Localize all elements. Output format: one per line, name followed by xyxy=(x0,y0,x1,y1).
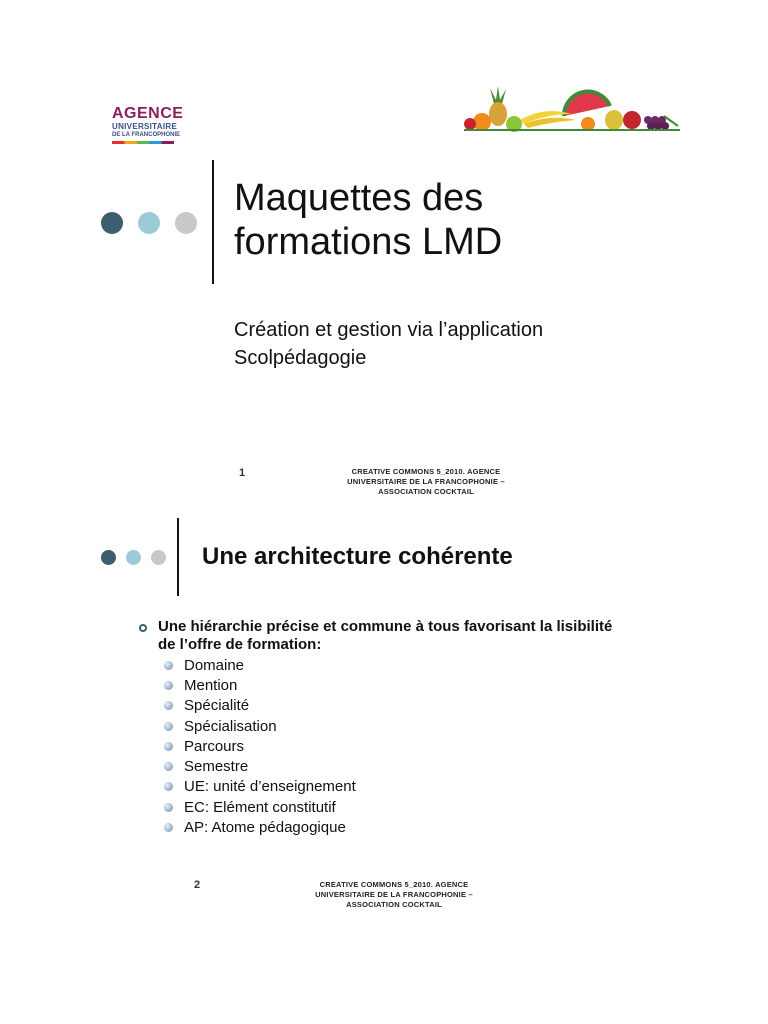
round-bullet-icon xyxy=(164,762,173,771)
round-bullet-icon xyxy=(164,661,173,670)
footer-line: UNIVERSITAIRE DE LA FRANCOPHONIE – xyxy=(315,890,473,899)
list-item xyxy=(164,797,356,817)
round-bullet-icon xyxy=(164,742,173,751)
slide1-title xyxy=(234,176,502,264)
slide1-page-number: 1 xyxy=(239,467,246,479)
logo-color-bar xyxy=(112,141,174,144)
list-item-label: Domaine xyxy=(184,656,245,674)
decorative-dot-dark xyxy=(101,550,116,565)
footer-line: CREATIVE COMMONS 5_2010. AGENCE xyxy=(319,880,469,889)
hierarchy-list xyxy=(164,655,356,838)
list-item xyxy=(164,716,356,736)
slide1-footer-license xyxy=(326,467,526,497)
logo-text-agence: AGENCE xyxy=(112,105,184,122)
ring-bullet-icon xyxy=(139,624,147,632)
list-item-label: Mention xyxy=(184,676,238,694)
footer-line: ASSOCIATION COCKTAIL xyxy=(378,487,474,496)
slide2-footer-license xyxy=(294,880,494,910)
round-bullet-icon xyxy=(164,782,173,791)
footer-line: CREATIVE COMMONS 5_2010. AGENCE xyxy=(351,467,501,476)
decorative-dot-light xyxy=(151,550,166,565)
footer-line: ASSOCIATION COCKTAIL xyxy=(346,900,442,909)
list-item-label: Parcours xyxy=(184,737,245,755)
fruit-illustration xyxy=(464,86,680,132)
slide1-title-line2: formations LMD xyxy=(234,221,503,263)
list-item xyxy=(164,655,356,675)
list-item-label: EC: Elément constitutif xyxy=(184,798,336,816)
list-item-label: Spécialisation xyxy=(184,717,277,735)
slide2-page-number: 2 xyxy=(194,879,201,891)
list-item xyxy=(164,756,356,776)
decorative-dot-dark xyxy=(101,212,123,234)
agence-universitaire-logo xyxy=(112,106,184,150)
slide1-subtitle-line1: Création et gestion via l’application xyxy=(234,319,544,341)
list-item xyxy=(164,817,356,837)
slide1-title-line1: Maquettes des xyxy=(234,177,484,219)
slide2-lead-paragraph xyxy=(158,618,658,654)
decorative-dot-mid xyxy=(138,212,160,234)
round-bullet-icon xyxy=(164,681,173,690)
logo-text-francophonie: DE LA FRANCOPHONIE xyxy=(112,132,181,138)
round-bullet-icon xyxy=(164,803,173,812)
slide2-title: Une architecture cohérente xyxy=(202,543,513,570)
list-item-label: Spécialité xyxy=(184,697,250,715)
list-item-label: UE: unité d’enseignement xyxy=(184,778,356,796)
list-item xyxy=(164,696,356,716)
decorative-dot-mid xyxy=(126,550,141,565)
logo-text-universitaire: UNIVERSITAIRE xyxy=(112,122,178,131)
decorative-dot-light xyxy=(175,212,197,234)
list-item-label: AP: Atome pédagogique xyxy=(184,819,346,837)
slide1-subtitle xyxy=(234,316,543,372)
round-bullet-icon xyxy=(164,823,173,832)
lead-line: Une hiérarchie précise et commune à tous favorisant la lisibilité xyxy=(158,618,613,635)
list-item-label: Semestre xyxy=(184,758,249,776)
title-divider xyxy=(212,160,214,284)
list-item xyxy=(164,777,356,797)
footer-line: UNIVERSITAIRE DE LA FRANCOPHONIE – xyxy=(347,477,505,486)
list-item xyxy=(164,675,356,695)
list-item xyxy=(164,736,356,756)
round-bullet-icon xyxy=(164,701,173,710)
round-bullet-icon xyxy=(164,722,173,731)
title-divider xyxy=(177,518,179,596)
lead-line: de l’offre de formation: xyxy=(158,636,322,653)
slide1-subtitle-line2: Scolpédagogie xyxy=(234,347,367,369)
